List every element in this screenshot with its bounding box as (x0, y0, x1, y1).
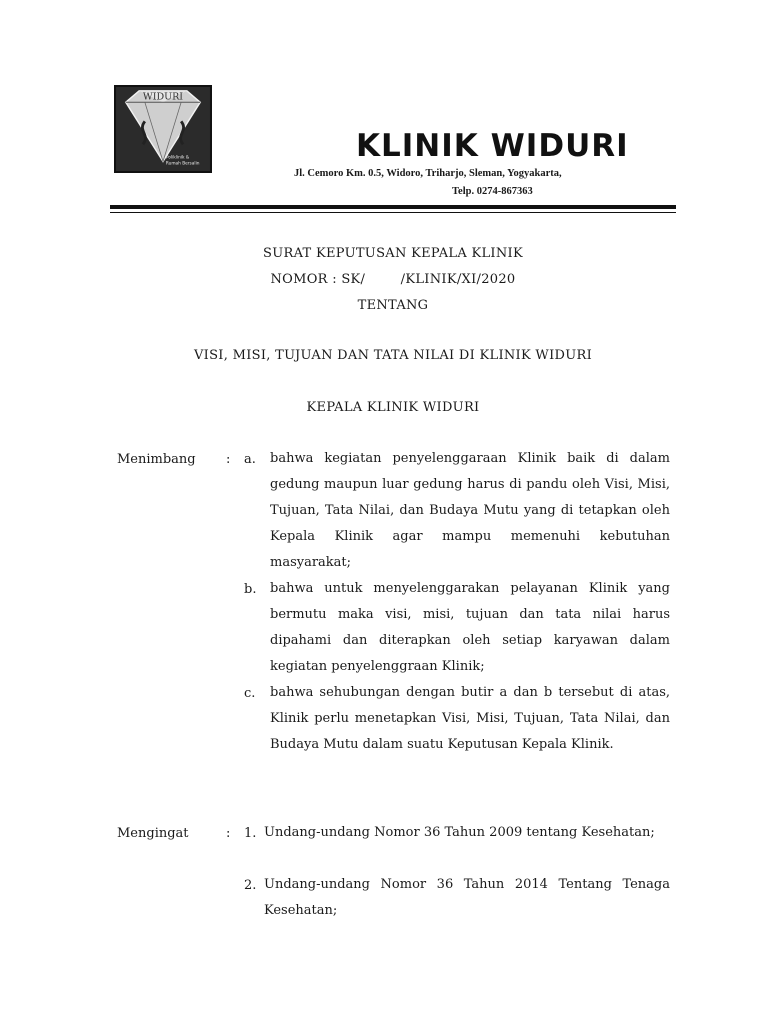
mengingat-item-2: Undang-undang Nomor 36 Tahun 2014 Tentang Tenaga Kesehatan; (264, 877, 670, 918)
decree-title: SURAT KEPUTUSAN KEPALA KLINIK (263, 246, 523, 261)
decree-number: NOMOR : SK/ /KLINIK/XI/2020 (270, 272, 516, 287)
menimbang-item-b: bahwa untuk menyelenggarakan pelayanan Klinik yang bermutu maka visi, misi, tujuan dan tata nilai harus dipahami dan diterapkan oleh setiap karyawan dalam kegiatan penyelenggraan Klinik; (270, 581, 670, 674)
menimbang-item-a: bahwa kegiatan penyelenggaraan Klinik baik di dalam gedung maupun luar gedung harus di pandu oleh Visi, Misi, Tujuan, Tata Nilai, dan Budaya Mutu yang di tetapkan oleh Kepala Klinik agar mampu memenuhi kebutuhan masyarakat; (270, 451, 670, 570)
logo-text: WIDURI (142, 91, 184, 103)
clinic-address: Jl. Cemoro Km. 0.5, Widoro, Triharjo, Sleman, Yogyakarta, (294, 168, 562, 179)
mengingat-label: Mengingat (117, 826, 189, 841)
menimbang-marker-a: a. (244, 452, 256, 467)
menimbang-label: Menimbang (117, 452, 196, 467)
letterhead-divider-thick (110, 205, 676, 209)
clinic-logo (114, 85, 212, 173)
mengingat-item-1: Undang-undang Nomor 36 Tahun 2009 tentang Kesehatan; (264, 825, 655, 840)
letterhead-divider-thin (110, 212, 676, 213)
menimbang-marker-b: b. (244, 582, 257, 597)
diamond-logo-icon (116, 87, 210, 171)
clinic-name: KLINIK WIDURI (356, 128, 629, 164)
decree-issuer: KEPALA KLINIK WIDURI (306, 400, 480, 415)
logo-caption-line2: Rumah Bersalin (165, 161, 200, 167)
menimbang-item-c: bahwa sehubungan dengan butir a dan b tersebut di atas, Klinik perlu menetapkan Visi, Misi, Tujuan, Tata Nilai, dan Budaya Mutu dalam suatu Keputusan Kepala Klinik. (270, 685, 670, 752)
decree-tentang: TENTANG (357, 298, 429, 313)
menimbang-marker-c: c. (244, 686, 256, 701)
menimbang-colon: : (226, 452, 231, 467)
decree-subject: VISI, MISI, TUJUAN DAN TATA NILAI DI KLINIK WIDURI (193, 348, 593, 363)
mengingat-marker-2: 2. (244, 878, 257, 893)
logo-caption-line1: Poliklinik & (165, 155, 190, 161)
mengingat-marker-1: 1. (244, 826, 257, 841)
clinic-phone: Telp. 0274-867363 (452, 186, 533, 197)
mengingat-colon: : (226, 826, 231, 841)
